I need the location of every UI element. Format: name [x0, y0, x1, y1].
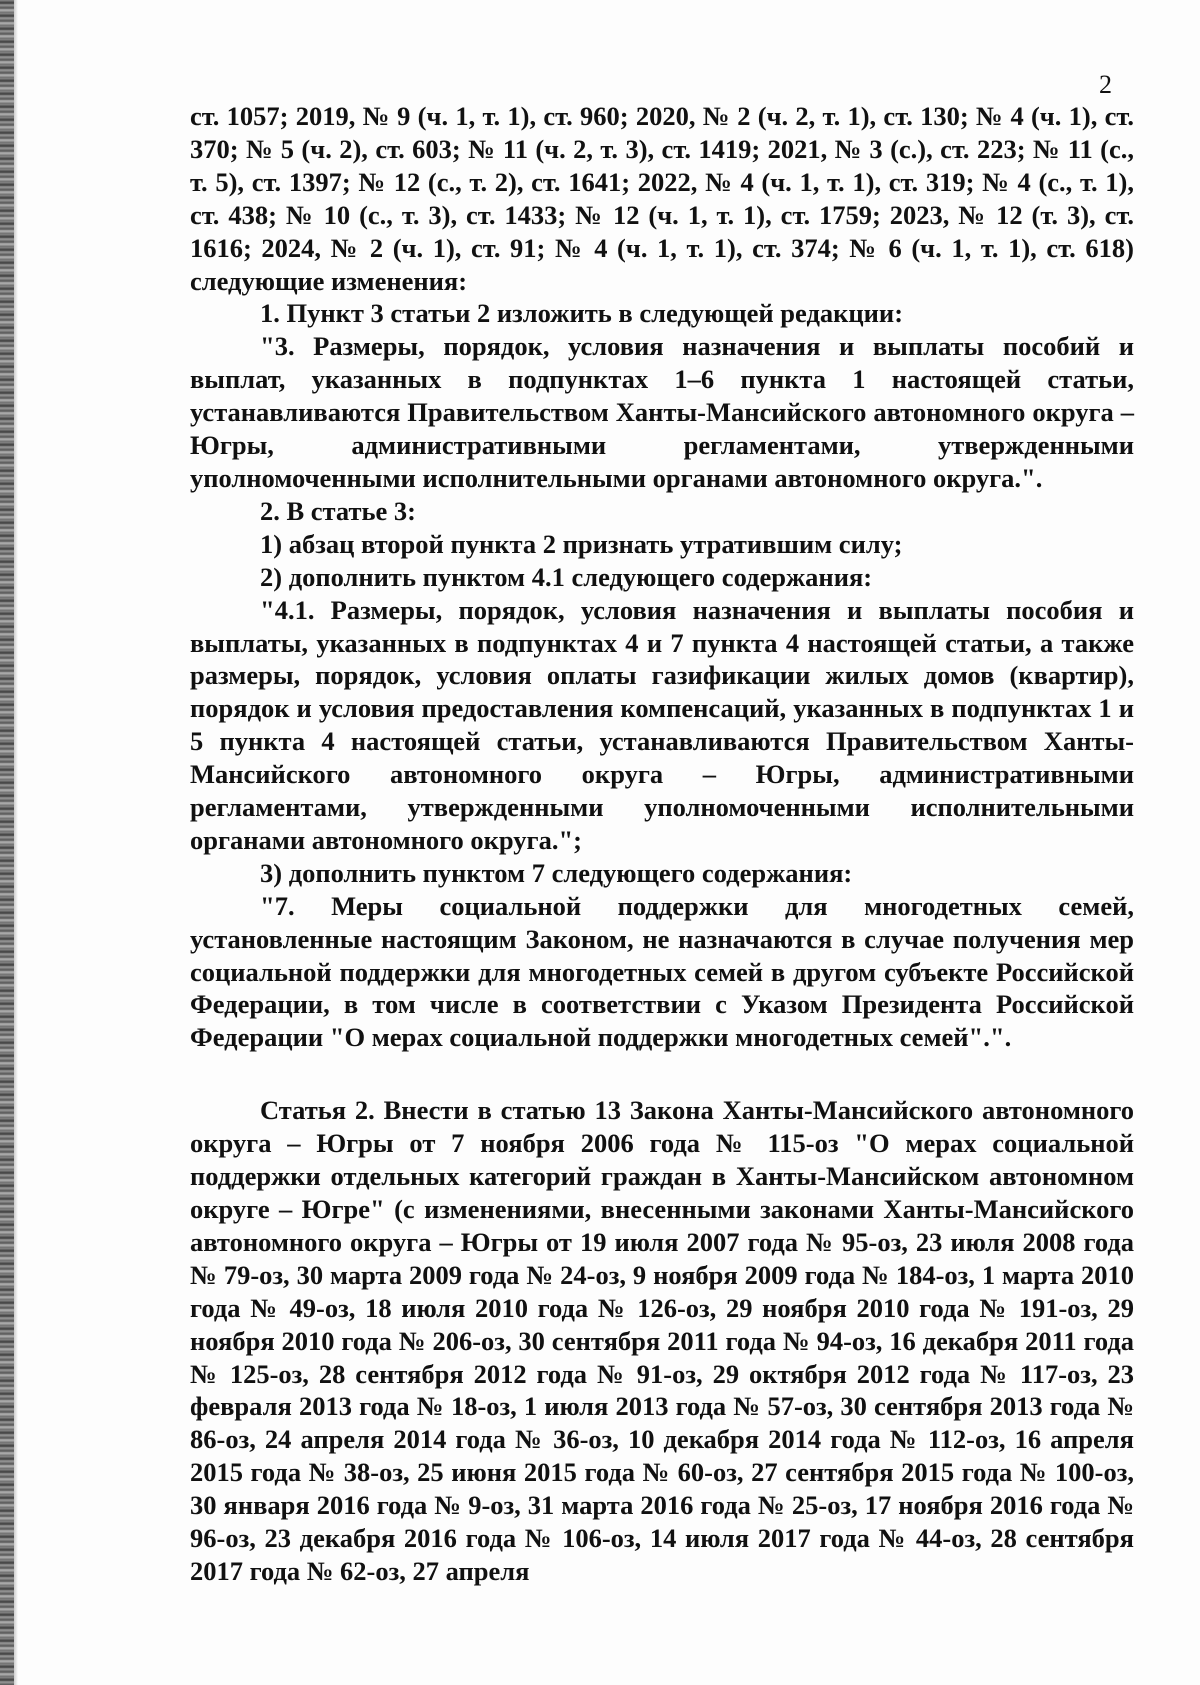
paragraph-subitem-1: 1) абзац второй пункта 2 признать утратившим силу; [260, 528, 903, 559]
paragraph-item-2: 2. В статье 3: [260, 495, 416, 526]
article-2-text: Внести в статью 13 Закона Ханты-Мансийского автономного округа – Югры от 7 ноября 2006 года № 115-оз "О мерах социальной поддержки отдельных категорий граждан в Ханты-Мансийском автономном округе – Югре" (с изменениями, внесенными законами Ханты-Мансийского автономного округа – Югры от 19 июля 2007 года № 95-оз, 23 июля 2008 года № 79-оз, 30 марта 2009 года № 24-оз, 9 ноября 2009 года № 184-оз, 1 марта 2010 года № 49-оз, 18 июля 2010 года № 126-оз, 29 ноября 2010 года № 191-оз, 29 ноября 2010 года № 206-оз, 30 сентября 2011 года № 94-оз, 16 декабря 2011 года № 125-оз, 28 сентября 2012 года № 91-оз, 29 октября 2012 года № 117-оз, 23 февраля 2013 года № 18-оз, 1 июля 2013 года № 57-оз, 30 сентября 2013 года № 86-оз, 24 апреля 2014 года № 36-оз, 10 декабря 2014 года № 112-оз, 16 апреля 2015 года № 38-оз, 25 июня 2015 года № 60-оз, 27 сентября 2015 года № 100-оз, 30 января 2016 года № 9-оз, 31 марта 2016 года № 25-оз, 17 ноября 2016 года № 96-оз, 23 декабря 2016 года № 106-оз, 14 июля 2017 года № 44-оз, 28 сентября 2017 года № 62-оз, 27 апреля [190, 1095, 1135, 1586]
paragraph-subitem-3: 3) дополнить пунктом 7 следующего содержания: [260, 857, 853, 888]
paragraph-item-1: 1. Пункт 3 статьи 2 изложить в следующей редакции: [260, 298, 904, 329]
paragraph-item-3-text: "3. Размеры, порядок, условия назначения и выплаты пособий и выплат, указанных в подпунктах 1–6 пункта 1 настоящей статьи, устанавливаются Правительством Ханты-Мансийского автономного округа – Югры, административными регламентами, утвержденными уполномоченными исполнительными органами автономного округа.". [190, 331, 1134, 493]
article-2-paragraph [190, 1094, 1134, 1588]
page-number: 2 [1099, 70, 1112, 99]
paragraph-citations: ст. 1057; 2019, № 9 (ч. 1, т. 1), ст. 960; 2020, № 2 (ч. 2, т. 1), ст. 130; № 4 (ч. 1), ст. 370; № 5 (ч. 2), ст. 603; № 11 (ч. 2, т. 3), ст. 1419; 2021, № 3 (с.), ст. 223; № 11 (с., т. 5), ст. 1397; № 12 (с., т. 2), ст. 1641; 2022, № 4 (ч. 1, т. 1), ст. 319; № 4 (с., т. 1), ст. 438; № 10 (с., т. 3), ст. 1433; № 12 (ч. 1, т. 1), ст. 1759; 2023, № 12 (т. 3), ст. 1616; 2024, № 2 (ч. 1), ст. 91; № 4 (ч. 1, т. 1), ст. 374; № 6 (ч. 1, т. 1), ст. 618) следующие изменения: [190, 101, 1134, 296]
paragraph-item-7-text: "7. Меры социальной поддержки для многодетных семей, установленные настоящим Законом, не назначаются в случае получения мер социальной поддержки для многодетных семей в другом субъекте Российской Федерации, в том числе в соответствии с Указом Президента Российской Федерации "О мерах социальной поддержки многодетных семей".". [190, 890, 1134, 1053]
paragraph-gap [190, 1054, 1134, 1094]
scan-binding-edge [0, 0, 14, 1685]
document-body [190, 100, 1134, 1588]
paragraph-subitem-2: 2) дополнить пунктом 4.1 следующего содержания: [260, 561, 873, 592]
article-2-title: Статья 2. [260, 1095, 375, 1126]
paragraph-item-4-1-text: "4.1. Размеры, порядок, условия назначения и выплаты пособия и выплаты, указанных в подпунктах 4 и 7 пункта 4 настоящей статьи, а также размеры, порядок, условия оплаты газификации жилых домов (квартир), порядок и условия предоставления компенсаций, указанных в подпунктах 1 и 5 пункта 4 настоящей статьи, устанавливаются Правительством Ханты-Мансийского автономного округа – Югры, административными регламентами, утвержденными уполномоченными исполнительными органами автономного округа."; [190, 594, 1134, 855]
